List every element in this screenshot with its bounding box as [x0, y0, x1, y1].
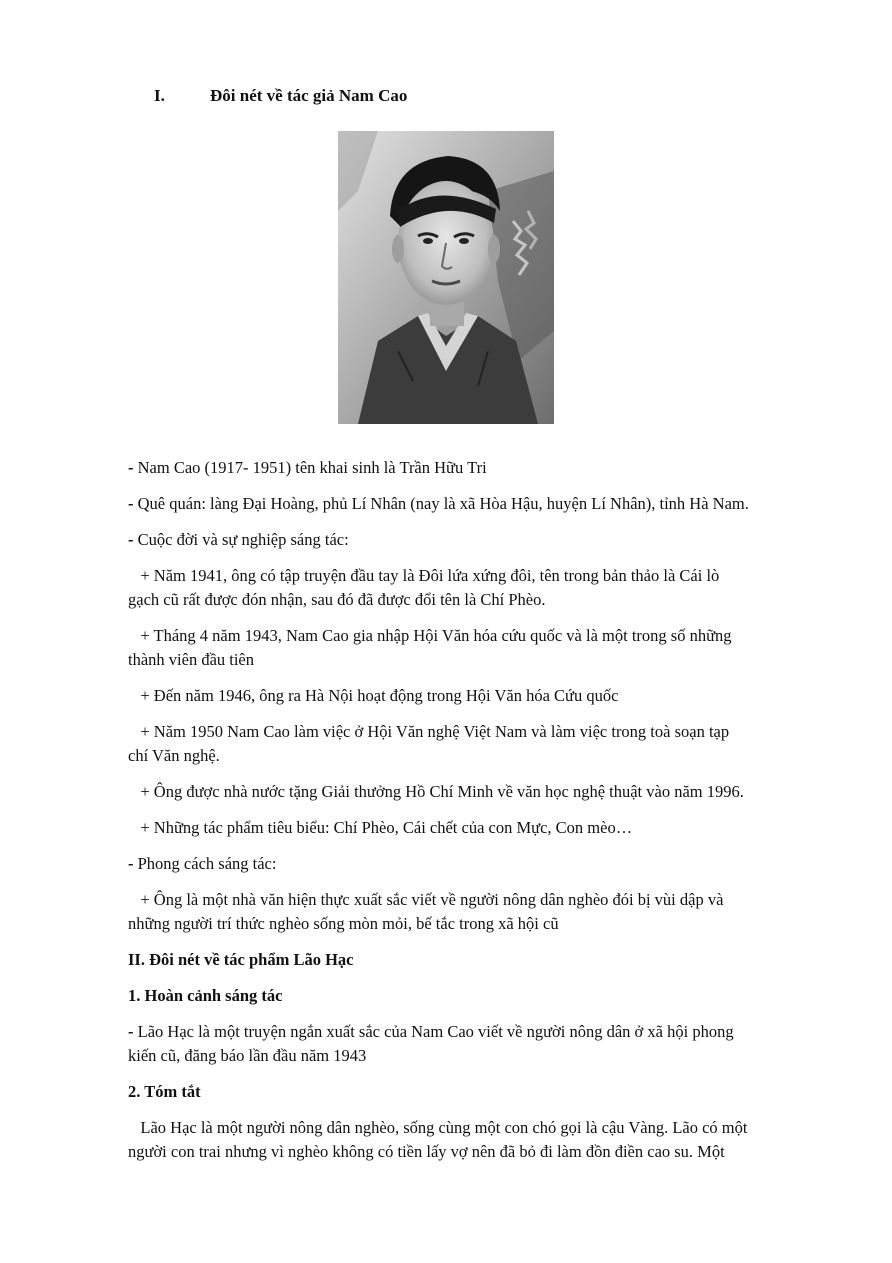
bio-style-heading — [128, 852, 276, 876]
bullet-dash: - — [128, 530, 134, 549]
section-1-title: Đôi nét về tác giả Nam Cao — [210, 86, 408, 105]
section-1-heading — [154, 86, 407, 106]
bio-hometown-text: Quê quán: làng Đại Hoàng, phủ Lí Nhân (nay là xã Hòa Hậu, huyện Lí Nhân), tỉnh Hà Nam. — [133, 494, 749, 513]
bio-style-text: Phong cách sáng tác: — [133, 854, 277, 873]
career-item-4b: chí Văn nghệ. — [128, 746, 220, 765]
subsection-2-heading: 2. Tóm tắt — [128, 1082, 201, 1101]
context-para-line-2: kiến cũ, đăng báo lần đầu năm 1943 — [128, 1046, 367, 1065]
bullet-dash: - — [128, 1022, 134, 1041]
summary-para-line-2: người con trai nhưng vì nghèo không có tiền lấy vợ nên đã bỏ đi làm đồn điền cao su. Một — [128, 1142, 725, 1161]
context-para-line-1 — [128, 1020, 734, 1044]
career-item-2a: + Tháng 4 năm 1943, Nam Cao gia nhập Hội Văn hóa cứu quốc và là một trong số những — [128, 626, 732, 645]
bullet-dash: - — [128, 458, 134, 477]
bullet-dash: - — [128, 854, 134, 873]
section-1-number: I. — [154, 86, 165, 105]
bio-career-text: Cuộc đời và sự nghiệp sáng tác: — [133, 530, 349, 549]
author-portrait — [338, 131, 554, 424]
bio-birth-text: Nam Cao (1917- 1951) tên khai sinh là Trần Hữu Tri — [133, 458, 487, 477]
subsection-1-heading: 1. Hoàn cảnh sáng tác — [128, 986, 283, 1005]
career-item-3: + Đến năm 1946, ông ra Hà Nội hoạt động trong Hội Văn hóa Cứu quốc — [128, 686, 619, 705]
career-item-1a: + Năm 1941, ông có tập truyện đầu tay là Đôi lứa xứng đôi, tên trong bản thảo là Cái lò — [128, 566, 720, 585]
bio-hometown-line — [128, 492, 749, 516]
bio-career-heading — [128, 528, 349, 552]
section-2-heading: II. Đôi nét về tác phẩm Lão Hạc — [128, 950, 354, 969]
style-item-1b: những người trí thức nghèo sống mòn mỏi, bế tắc trong xã hội cũ — [128, 914, 559, 933]
career-item-2b: thành viên đầu tiên — [128, 650, 255, 669]
context-para-text: Lão Hạc là một truyện ngắn xuất sắc của Nam Cao viết về người nông dân ở xã hội phong — [133, 1022, 734, 1041]
career-item-4a: + Năm 1950 Nam Cao làm việc ở Hội Văn nghệ Việt Nam và làm việc trong toà soạn tạp — [128, 722, 730, 741]
summary-para-line-1: Lão Hạc là một người nông dân nghèo, sống cùng một con chó gọi là cậu Vàng. Lão có một — [128, 1118, 748, 1137]
bio-birth-line — [128, 456, 487, 480]
bullet-dash: - — [128, 494, 134, 513]
career-item-1b: gạch cũ rất được đón nhận, sau đó đã được đổi tên là Chí Phèo. — [128, 590, 546, 609]
style-item-1a: + Ông là một nhà văn hiện thực xuất sắc viết về người nông dân nghèo đói bị vùi dập và — [128, 890, 724, 909]
career-item-6: + Những tác phẩm tiêu biểu: Chí Phèo, Cái chết của con Mực, Con mèo… — [128, 818, 633, 837]
career-item-5: + Ông được nhà nước tặng Giải thưởng Hồ Chí Minh về văn học nghệ thuật vào năm 1996. — [128, 782, 744, 801]
